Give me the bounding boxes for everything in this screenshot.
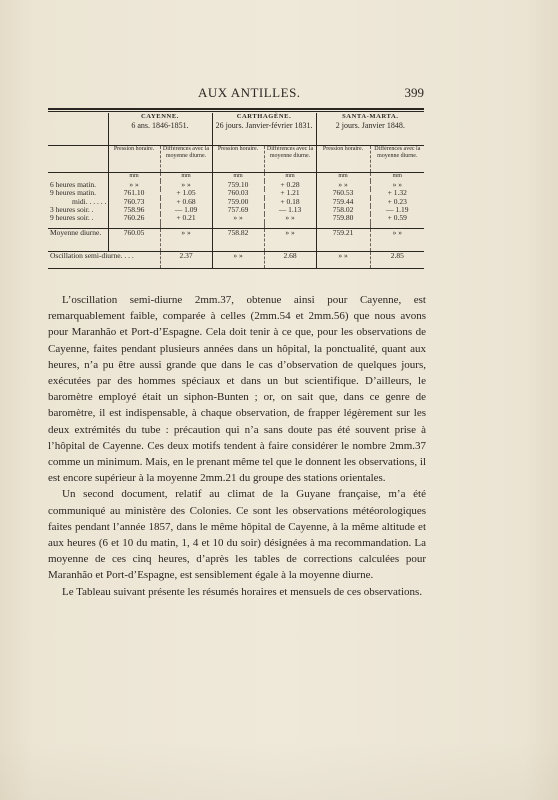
station-name: CARTHAGÈNE. [236, 113, 292, 120]
table-row [48, 214, 424, 222]
column-header-row [48, 146, 424, 173]
body-text [48, 292, 426, 600]
table-cell: » » [316, 181, 370, 189]
table-cell: 759.21 [316, 229, 370, 252]
paragraph: Un second document, relatif au climat de la Guyane française, m’a été communiqué au ministère des Colonies. Ce sont les observations météorologiques faites pendant l’année 1857, dans le même hôpital de Cayenne, à la même altitude et aux heures (6 et 10 du matin, 1, 4 et 10 du soir) désignées à ma recommandation. La moyenne de ces cinq heures, d’après les tables de corrections calculées pour Maranhão et Port-d’Espagne, est sensiblement égale à la moyenne diurne. [48, 488, 426, 582]
table-cell: + 1.32 [370, 189, 424, 197]
table-cell: 2.85 [370, 252, 424, 269]
col-pression: Pression horaire. [212, 146, 264, 173]
station-name: CAYENNE. [141, 113, 179, 120]
page-header [48, 85, 424, 103]
table-cell: 760.26 [108, 214, 160, 222]
station-name: SANTA-MARTA. [342, 113, 399, 120]
unit-cell: mm [316, 173, 370, 182]
table-cell: 2.68 [264, 252, 316, 269]
table-cell: 761.10 [108, 189, 160, 197]
station-period: 26 jours. Janvier-février 1831. [215, 121, 313, 131]
col-diff: Différences avec la moyenne diurne. [370, 146, 424, 173]
table-cell: » » [264, 229, 316, 252]
table-cell: + 1.21 [264, 189, 316, 197]
header-rule-thick [48, 108, 424, 110]
table-cell: 758.82 [212, 229, 264, 252]
row-label: Moyenne diurne. [48, 229, 108, 252]
pressure-table [48, 113, 424, 269]
station-header-row [48, 113, 424, 146]
col-diff: Différences avec la moyenne diurne. [264, 146, 316, 173]
table-cell: » » [370, 229, 424, 252]
row-label: 6 heures matin. [50, 180, 97, 189]
header-rule-thin [48, 111, 424, 112]
table-cell: 758.96 [108, 206, 160, 214]
table-cell: 759.80 [316, 214, 370, 222]
table-cell: 760.05 [108, 229, 160, 252]
table-cell: + 0.21 [160, 214, 212, 222]
page-number: 399 [404, 85, 424, 100]
table-cell: 758.02 [316, 206, 370, 214]
unit-cell: mm [108, 173, 160, 182]
row-label: midi. . . . . . [72, 196, 107, 206]
row-label: 9 heures soir. . [50, 213, 94, 222]
table-cell: » » [264, 214, 316, 222]
station-santa-marta [316, 113, 424, 146]
col-diff: Différences avec la moyenne diurne. [160, 146, 212, 173]
corner-cell [48, 113, 108, 146]
table-cell: » » [108, 181, 160, 189]
table-cell: — 1.19 [370, 206, 424, 214]
table-cell: 759.44 [316, 198, 370, 206]
table-cell: + 0.59 [370, 214, 424, 222]
station-period: 2 jours. Janvier 1848. [335, 121, 405, 131]
table-cell: » » [212, 252, 264, 269]
table-cell: » » [370, 181, 424, 189]
table-cell: + 0.68 [160, 198, 212, 206]
table-cell: » » [160, 181, 212, 189]
col-pression: Pression horaire. [316, 146, 370, 173]
table-cell: » » [316, 252, 370, 269]
table-cell: + 0.18 [264, 198, 316, 206]
table-cell: + 0.28 [264, 181, 316, 189]
table-cell: » » [160, 229, 212, 252]
oscillation-row [48, 252, 424, 269]
table-cell: 760.53 [316, 189, 370, 197]
table-cell: » » [212, 214, 264, 222]
mean-row [48, 229, 424, 252]
paragraph: Le Tableau suivant présente les résumés horaires et mensuels de ces observations. [62, 585, 423, 598]
page-shading [0, 740, 558, 800]
station-period: 6 ans. 1846-1851. [131, 121, 189, 131]
table-cell: 2.37 [160, 252, 212, 269]
row-label: 9 heures matin. [50, 188, 97, 198]
table-cell: + 0.23 [370, 198, 424, 206]
col-pression: Pression horaire. [108, 146, 160, 173]
table-cell: 760.03 [212, 189, 264, 197]
unit-cell: mm [212, 173, 264, 182]
unit-cell: mm [264, 173, 316, 182]
running-title: AUX ANTILLES. [198, 85, 301, 100]
row-label: 3 heures soir. . [50, 204, 94, 214]
table-cell: 759.10 [212, 181, 264, 189]
table-cell: 757.69 [212, 206, 264, 214]
station-cayenne [108, 113, 212, 146]
table-cell: 760.73 [108, 198, 160, 206]
row-label: Oscillation semi-diurne. . . . [48, 252, 160, 269]
table-cell: 759.00 [212, 198, 264, 206]
table-cell: — 1.09 [160, 206, 212, 214]
table-cell: + 1.05 [160, 189, 212, 197]
corner-cell [48, 146, 108, 173]
table-cell: — 1.13 [264, 206, 316, 214]
unit-cell: mm [370, 173, 424, 182]
station-carthagene [212, 113, 316, 146]
paragraph: L’oscillation semi-diurne 2mm.37, obtenue ainsi pour Cayenne, est remarquablement faible, comparée à celles (2mm.54 et 2mm.56) que nous avons pour Maranhão et Port-d’Espagne. Cela doit tenir à ce que, pour les observations de Cayenne, faites pendant plusieurs années dans un hôpital, la ponctualité, quant aux heures, n’a pu être aussi grande que dans le cas d’observation de quelques jours, exécutées par des hommes spéciaux et dans un but scientifique. D’ailleurs, le baromètre employé était un siphon-Bunten ; or, on sait que, dans ce genre de baromètre, il est indispensable, à chaque observation, de frapper légèrement sur les deux extrémités du tube : précaution qui n’a sans doute pas été souvent prise à l’hôpital de Cayenne. Ces deux motifs tendent à faire considérer le nombre 2mm.37 comme un minimum. Mais, en le prenant même tel que le donnent les observations, il est encore supérieur à la moyenne 2mm.21 du groupe des stations orientales. [48, 294, 426, 485]
unit-cell: mm [160, 173, 212, 182]
